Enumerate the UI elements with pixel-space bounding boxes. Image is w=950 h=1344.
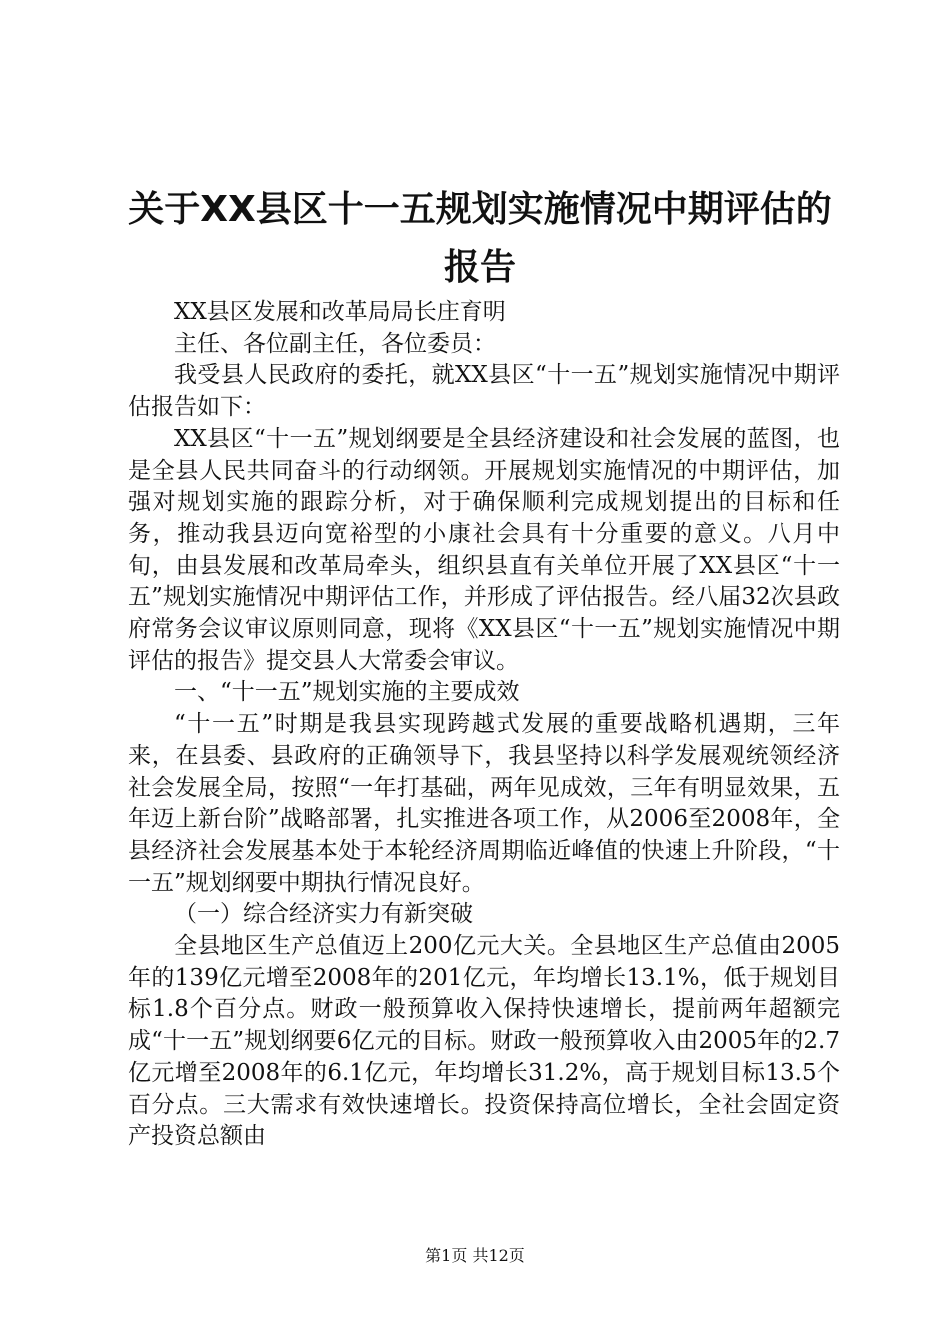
salutation: 主任、各位副主任，各位委员： bbox=[174, 330, 496, 357]
document-title-line-1: 关于XX县区十一五规划实施情况中期评估的 bbox=[128, 189, 832, 230]
subsection-heading: （一）综合经济实力有新突破 bbox=[174, 901, 473, 928]
document-body bbox=[128, 297, 840, 1153]
paragraph: XX县区“十一五”规划纲要是全县经济建设和社会发展的蓝图，也是全县人民共同奋斗的行动纲领。开展规划实施情况的中期评估，加强对规划实施的跟踪分析，对于确保顺利完成规划提出的目标和任务，推动我县迈向宽裕型的小康社会具有十分重要的意义。八月中旬，由县发展和改革局牵头，组织县直有关单位开展了XX县区“十一五”规划实施情况中期评估工作，并形成了评估报告。经八届32次县政府常务会议审议原则同意，现将《XX县区“十一五”规划实施情况中期评估的报告》提交县人大常委会审议。 bbox=[128, 425, 840, 674]
author-line: XX县区发展和改革局局长庄育明 bbox=[174, 299, 506, 325]
document-title-line-2: 报告 bbox=[443, 247, 516, 288]
paragraph: “十一五”时期是我县实现跨越式发展的重要战略机遇期，三年来，在县委、县政府的正确领导下，我县坚持以科学发展观统领经济社会发展全局，按照“一年打基础，两年见成效，三年有明显效果，五年迈上新台阶”战略部署，扎实推进各项工作，从2006至2008年，全县经济社会发展基本处于本轮经济周期临近峰值的快速上升阶段，“十一五”规划纲要中期执行情况良好。 bbox=[128, 711, 840, 896]
paragraph: 我受县人民政府的委托，就XX县区“十一五”规划实施情况中期评估报告如下： bbox=[128, 362, 840, 421]
section-heading: 一、“十一五”规划实施的主要成效 bbox=[174, 679, 520, 706]
page-footer: 第1页 共12页 bbox=[425, 1246, 525, 1265]
paragraph: 全县地区生产总值迈上200亿元大关。全县地区生产总值由2005年的139亿元增至2008年的201亿元，年均增长13.1%，低于规划目标1.8个百分点。财政一般预算收入保持快速增长，提前两年超额完成“十一五”规划纲要6亿元的目标。财政一般预算收入由2005年的2.7亿元增至2008年的6.1亿元，年均增长31.2%，高于规划目标13.5个百分点。三大需求有效快速增长。投资保持高位增长，全社会固定资产投资总额由 bbox=[128, 933, 840, 1150]
